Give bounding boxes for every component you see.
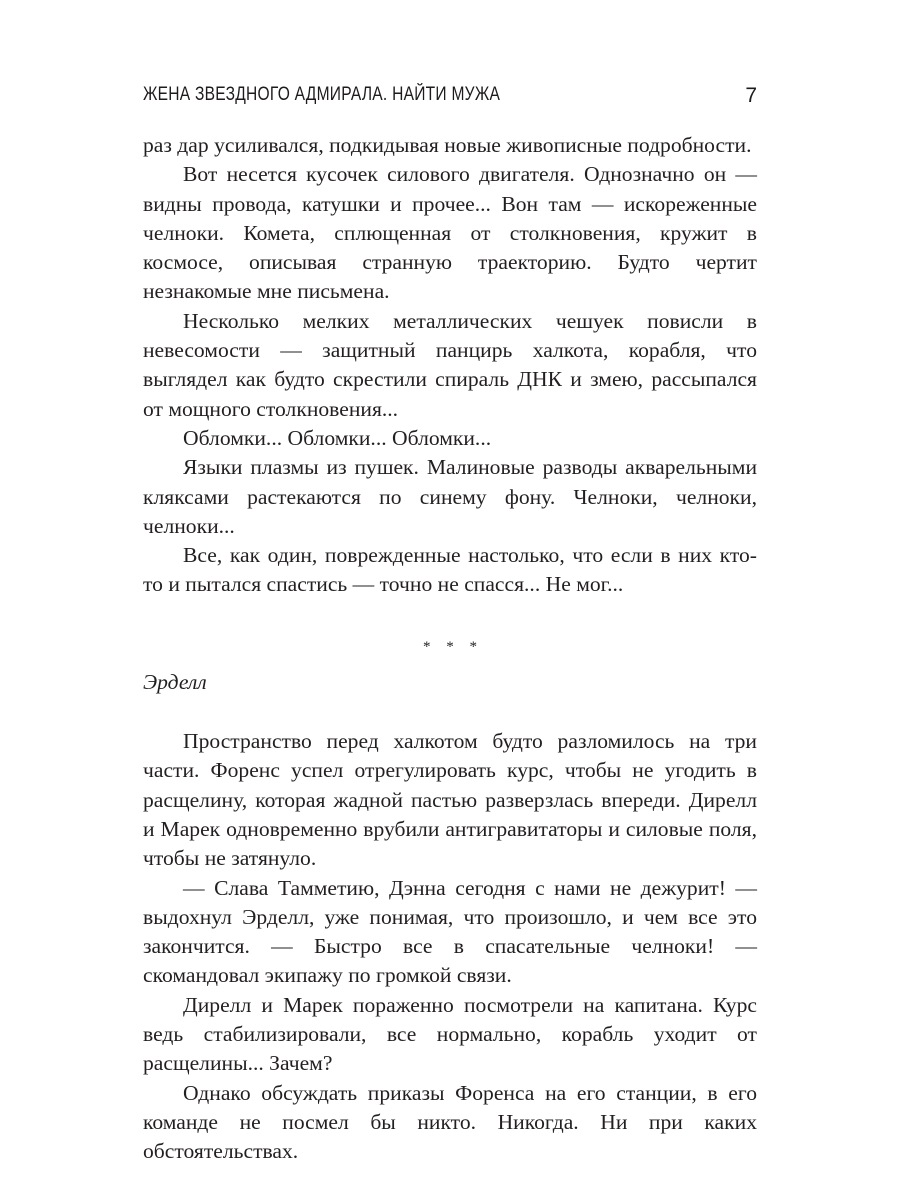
paragraph: Вот несется кусочек силового двигателя. Однозначно он — видны провода, катушки и прочее... Вон там — искореженные челноки. Комета, сплющенная от столкновения, кружит в космосе, описывая странную траекторию. Будто чертит незнакомые мне письмена. [143,162,757,304]
paragraph: Пространство перед халкотом будто разломилось на три части. Форенс успел отрегулировать курс, чтобы не угодить в расщелину, которая жадной пастью разверзлась впереди. Дирелл и Марек одновременно врубили антигравитаторы и силовые поля, чтобы не затянуло. [143,729,757,871]
body-text [143,131,757,1167]
paragraph: Обломки... Обломки... Обломки... [183,425,492,450]
paragraph: Все, как один, поврежденные настолько, что если в них кто-то и пытался спастись — точно не спасся... Не мог... [143,543,757,597]
pov-character-name: Эрделл [143,669,207,694]
paragraph: Языки плазмы из пушек. Малиновые разводы акварельными кляксами растекаются по синему фону. Челноки, челноки, челноки... [143,455,757,538]
paragraph: Однако обсуждать приказы Форенса на его станции, в его команде не посмел бы никто. Никогда. Ни при каких обстоятельствах. [143,1080,757,1164]
paragraph: Дирелл и Марек пораженно посмотрели на капитана. Курс ведь стабилизировали, все нормально, корабль уходит от расщелины... Зачем? [143,992,757,1076]
paragraph: Несколько мелких металлических чешуек повисли в невесомости — защитный панцирь халкота, корабля, что выглядел как будто скрестили спираль ДНК и змею, рассыпался от мощного столкновения... [143,308,757,421]
book-title: ЖЕНА ЗВЕЗДНОГО АДМИРАЛА. НАЙТИ МУЖА [143,84,501,105]
paragraph: раз дар усиливался, подкидывая новые живописные подробности. [143,133,752,157]
paragraph: — Слава Тамметию, Дэнна сегодня с нами не дежурит! — выдохнул Эрделл, уже понимая, что произошло, и чем все это закончится. — Быстро все в спасательные челноки! — скомандовал экипажу по громкой связи. [143,875,757,988]
section-separator: * * * [423,638,483,655]
book-page [143,0,757,1200]
page-number: 7 [745,84,757,107]
running-head [143,84,646,114]
